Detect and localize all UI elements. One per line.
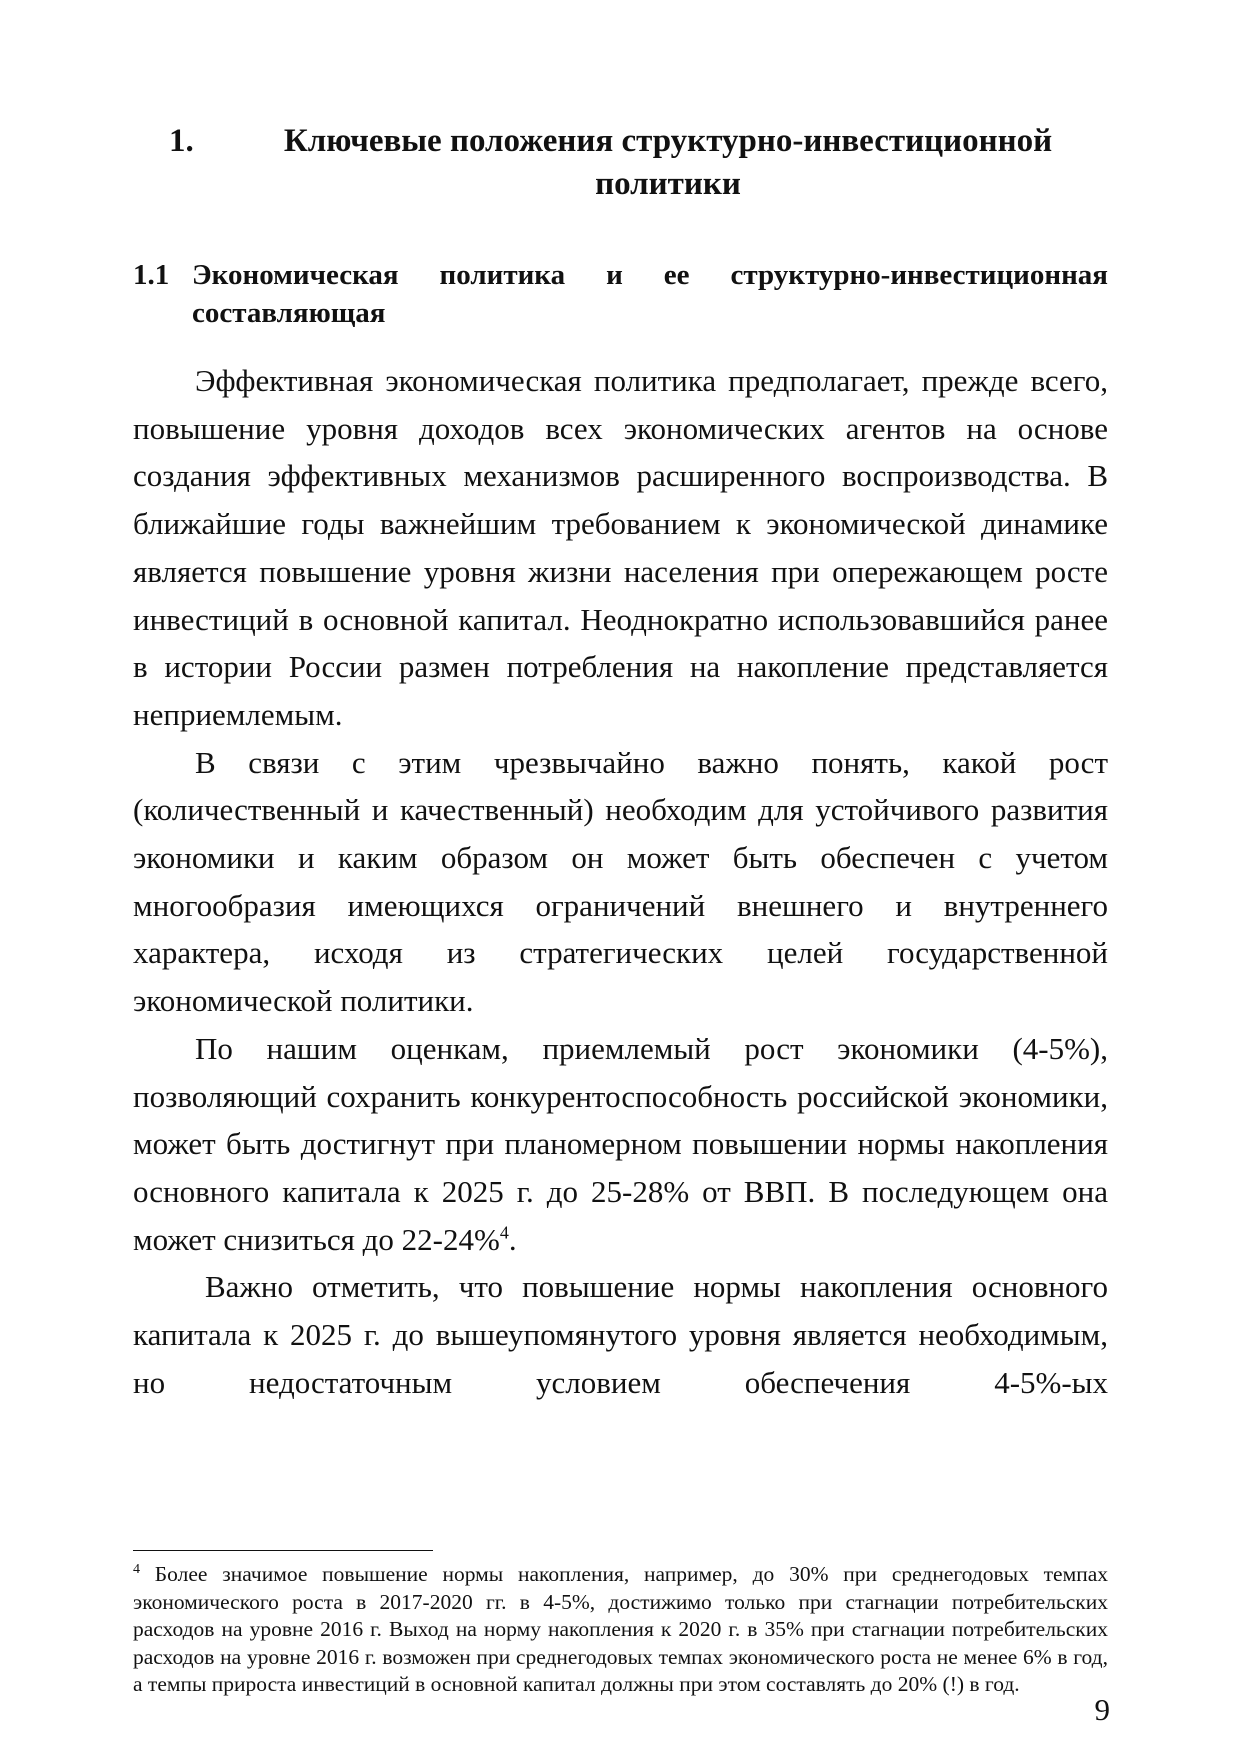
chapter-heading bbox=[133, 120, 1113, 206]
paragraph-3 bbox=[133, 1025, 1108, 1264]
footnote-reference[interactable]: 4 bbox=[499, 1222, 509, 1243]
chapter-number: 1. bbox=[169, 123, 194, 159]
chapter-title: Ключевые положения структурно-инвестиционной политики bbox=[283, 123, 1053, 202]
paragraph-2: В связи с этим чрезвычайно важно понять, какой рост (количественный и качественный) необходим для устойчивого развития экономики и каким образом он может быть обеспечен с учетом многообразия имеющихся ограничений внешнего и внутреннего характера, исходя из стратегических целей государственной экономической политики. bbox=[133, 744, 1108, 1019]
paragraph-1: Эффективная экономическая политика предполагает, прежде всего, повышение уровня доходов всех экономических агентов на основе создания эффективных механизмов расширенного воспроизводства. В ближайшие годы важнейшим требованием к экономической динамике является повышение уровня жизни населения при опережающем росте инвестиций в основной капитал. Неоднократно использовавшийся ранее в истории России размен потребления на накопление представляется неприемлемым. bbox=[133, 363, 1108, 732]
paragraph-3-end: . bbox=[508, 1221, 517, 1257]
footnote-separator bbox=[133, 1550, 433, 1551]
paragraph-4: Важно отметить, что повышение нормы накопления основного капитала к 2025 г. до вышеупомянутого уровня является необходимым, но недостаточным условием обеспечения 4-5%-ых bbox=[133, 1269, 1108, 1400]
footnote bbox=[133, 1561, 1108, 1699]
paragraph-3-text: По нашим оценкам, приемлемый рост экономики (4-5%), позволяющий сохранить конкурентоспособность российской экономики, может быть достигнут при планомерном повышении нормы накопления основного капитала к 2025 г. до 25-28% от ВВП. В последующем она может снизиться до 22-24% bbox=[133, 1030, 1108, 1257]
footnote-text: Более значимое повышение нормы накопления, например, до 30% при среднегодовых темпах экономического роста в 2017-2020 гг. в 4-5%, достижимо только при стагнации потребительских расходов на уровне 2016 г. Выход на норму накопления к 2020 г. в 35% при стагнации потребительских расходов на уровне 2016 г. возможен при среднегодовых темпах экономического роста не менее 6% в год, а темпы прироста инвестиций в основной капитал должны при этом составлять до 20% (!) в год. bbox=[133, 1562, 1108, 1696]
footnote-marker: 4 bbox=[133, 1561, 140, 1577]
page-number: 9 bbox=[1094, 1692, 1110, 1727]
section-heading bbox=[133, 256, 1108, 332]
section-title: Экономическая политика и ее структурно-инвестиционная составляющая bbox=[192, 259, 1108, 329]
section-number: 1.1 bbox=[133, 259, 170, 291]
body-text bbox=[133, 357, 1108, 1406]
